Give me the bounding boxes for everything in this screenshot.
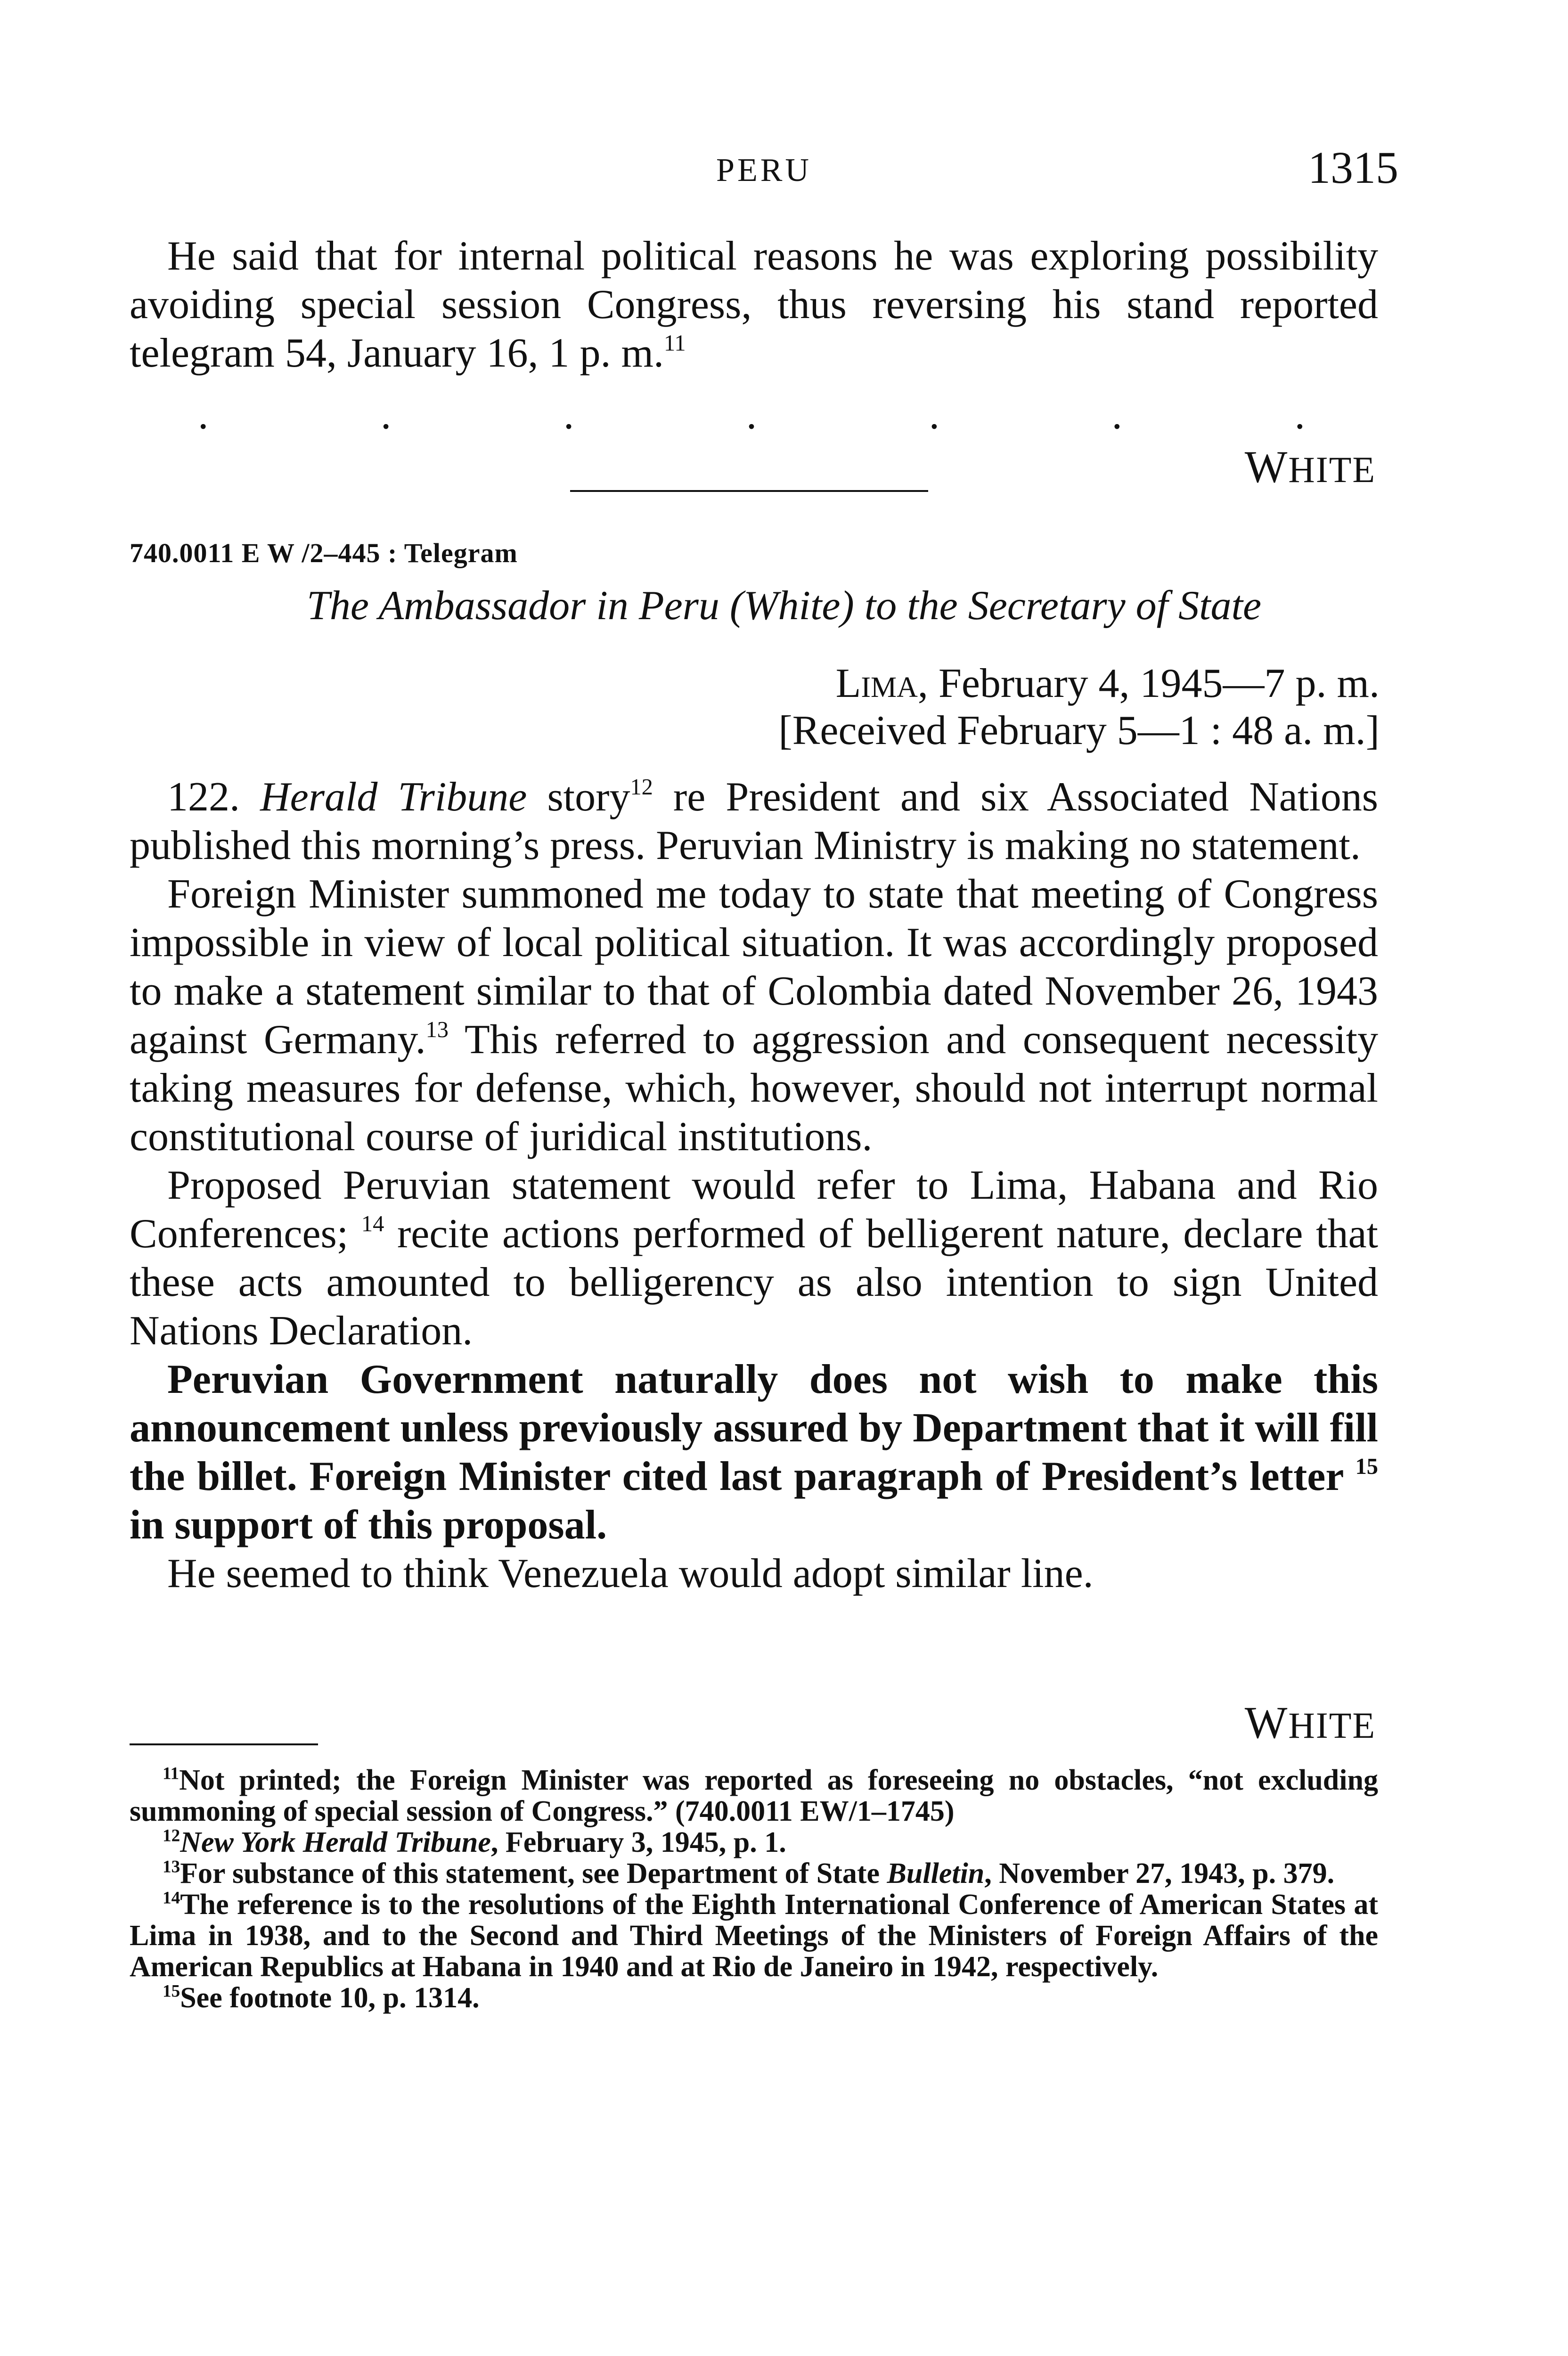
footnote-italic: New York Herald Tribune <box>180 1826 491 1858</box>
paragraph-peruvian-government <box>130 1355 1378 1549</box>
dateline-place: Lima <box>835 661 918 706</box>
file-reference: 740.0011 E W /2–445 : Telegram <box>130 538 518 568</box>
telegram-number: 122. <box>167 774 240 820</box>
footnote-number: 12 <box>163 1826 180 1846</box>
intro-text: He said that for internal political reasons he was exploring possibility avoiding special session Congress, thus reversing his stand reported telegram 54, January 16, 1 p. m. <box>130 233 1378 376</box>
signature-cap: W <box>1244 442 1289 492</box>
section-separator <box>570 490 928 492</box>
page-number: 1315 <box>1308 142 1398 193</box>
received-line: [Received February 5—1 : 48 a. m.] <box>778 708 1380 753</box>
paragraph-text: This referred to aggression and consequent necessity taking measures for defense, which, however, should not interrupt normal constitutional course of juridical institutions. <box>130 1017 1378 1160</box>
footnote-number: 15 <box>163 1981 180 2001</box>
footnote-ref-15: 15 <box>1355 1454 1378 1480</box>
footnote-text: , November 27, 1943, p. 379. <box>984 1857 1335 1890</box>
paragraph-text: He seemed to think Venezuela would adopt similar line. <box>167 1551 1094 1596</box>
paragraph-text: recite actions performed of belligerent nature, declare that these acts amounted to belligerency as also intention to sign United Nations Declaration. <box>130 1211 1379 1354</box>
footnote-ref-11: 11 <box>663 331 686 356</box>
footnote-text: , February 3, 1945, p. 1. <box>490 1826 786 1858</box>
dateline-date: , February 4, 1945—7 p. m. <box>917 661 1380 706</box>
footnote-number: 11 <box>163 1764 180 1783</box>
paragraph-text: Peruvian Government naturally does not wish to make this announcement unless previously assured by Department that it will fill the billet. Foreign Minister cited last paragraph of President’s letter <box>130 1357 1378 1499</box>
ellipsis-row <box>198 391 1305 438</box>
publication-name: Herald Tribune <box>260 774 527 820</box>
paragraph-122 <box>130 773 1378 870</box>
footnote-text: The reference is to the resolutions of the Eighth International Conference of American States at Lima in 1938, and to the Second and Third Meetings of the Ministers of Foreign Affairs of the American Republics at Habana in 1940 and at Rio de Janeiro in 1942, respectively. <box>130 1889 1378 1983</box>
footnote-text: For substance of this statement, see Department of State <box>180 1857 880 1890</box>
signature-rest: HITE <box>1288 1705 1376 1746</box>
paragraph-text: Proposed Peruvian statement would refer to Lima, Habana and Rio Conferences; <box>130 1162 1378 1257</box>
ellipsis-dot: . <box>1111 391 1123 438</box>
document-title: The Ambassador in Peru (White) to the Secretary of State <box>306 583 1262 629</box>
footnote-ref-12: 12 <box>630 775 653 800</box>
footnote-15 <box>130 1982 1378 2013</box>
ellipsis-dot: . <box>198 391 209 438</box>
footnote-number: 14 <box>163 1888 180 1908</box>
ellipsis-dot: . <box>380 391 392 438</box>
intro-block <box>130 232 1378 377</box>
ellipsis-dot: . <box>929 391 940 438</box>
footnotes <box>130 1765 1378 2013</box>
running-head <box>130 141 1398 198</box>
paragraph-text: re President and six Associated Nations published this morning’s press. Peruvian Ministry is making no statement. <box>130 774 1379 868</box>
running-head-title: PERU <box>716 152 812 188</box>
paragraph-text: story <box>547 774 630 820</box>
signature-white-1 <box>1245 441 1376 493</box>
paragraph-foreign-minister <box>130 870 1378 1161</box>
signature-white-2 <box>1245 1696 1376 1749</box>
signature-rest: HITE <box>1288 449 1376 490</box>
ellipsis-dot: . <box>563 391 574 438</box>
paragraph-proposed-statement <box>130 1161 1378 1355</box>
ellipsis-dot: . <box>746 391 757 438</box>
footnote-number: 13 <box>163 1857 180 1877</box>
footnote-text: See footnote 10, p. 1314. <box>180 1982 480 2014</box>
footnote-text: Not printed; the Foreign Minister was reported as foreseeing no obstacles, “not excluding summoning of special session of Congress.” (740.0011 EW/1–1745) <box>130 1764 1378 1827</box>
footnote-ref-14: 14 <box>361 1211 384 1237</box>
footnote-12 <box>130 1827 1378 1858</box>
ellipsis-dot: . <box>1294 391 1305 438</box>
footnote-13 <box>130 1858 1378 1889</box>
footnote-rule <box>130 1743 318 1745</box>
footnote-11 <box>130 1765 1378 1827</box>
footnote-italic: Bulletin <box>887 1857 985 1890</box>
paragraph-text: in support of this proposal. <box>130 1502 607 1548</box>
footnote-14 <box>130 1889 1378 1982</box>
footnote-ref-13: 13 <box>425 1017 449 1043</box>
paragraph-venezuela <box>130 1549 1378 1598</box>
paragraph-text: Foreign Minister summoned me today to state that meeting of Congress impossible in view of local political situation. It was accordingly proposed to make a statement similar to that of Colombia dated November 26, 1943 against Germany. <box>130 871 1378 1063</box>
dateline <box>836 660 1380 707</box>
telegram-body <box>130 773 1378 1598</box>
intro-paragraph <box>130 232 1378 377</box>
signature-cap: W <box>1244 1697 1289 1748</box>
